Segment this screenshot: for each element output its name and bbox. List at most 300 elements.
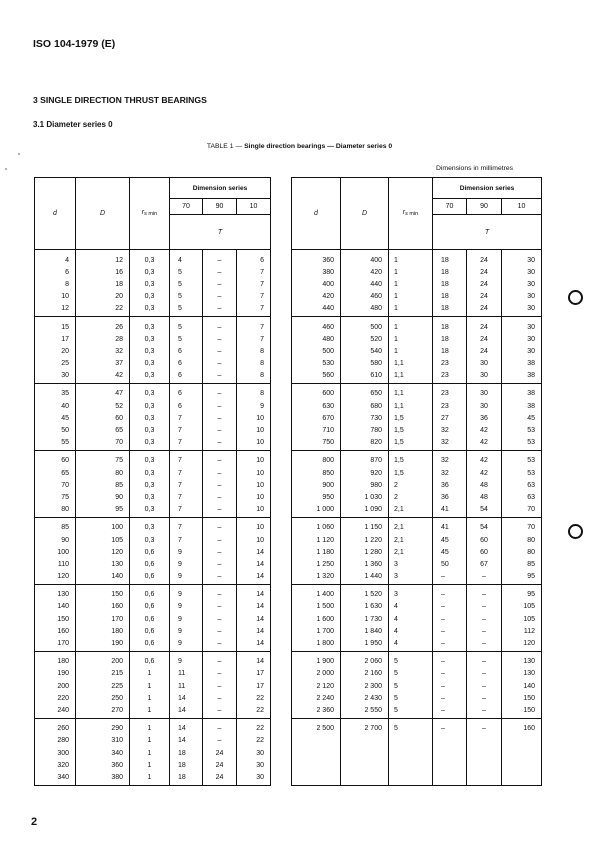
cell-series-90: –	[203, 383, 237, 400]
cell-d: 380	[292, 266, 341, 278]
margin-circle-mark	[568, 524, 583, 539]
cell-series-10: 17	[237, 680, 271, 692]
cell-d: 560	[292, 370, 341, 384]
cell-d: 1 800	[292, 637, 341, 651]
table-row-group	[292, 450, 542, 517]
cell-series-70: 32	[433, 437, 467, 451]
table-row	[292, 584, 542, 601]
cell-d: 900	[292, 479, 341, 491]
cell-d: 90	[35, 534, 76, 546]
cell-rs-min: 0,3	[130, 437, 170, 451]
table-row	[292, 291, 542, 303]
cell-D: 60	[76, 412, 130, 424]
cell-series-90: 24	[467, 316, 502, 333]
cell-rs-min: 1	[389, 278, 433, 290]
cell-rs-min: 0,6	[130, 651, 170, 668]
table-row	[35, 517, 271, 534]
cell-rs-min: 1	[389, 250, 433, 267]
cell-rs-min: 4	[389, 613, 433, 625]
cell-D: 250	[76, 692, 130, 704]
cell-series-70: 9	[170, 571, 203, 585]
cell-D: 820	[341, 437, 389, 451]
cell-series-10: 85	[502, 558, 542, 570]
cell-D: 1 440	[341, 571, 389, 585]
cell-d: 70	[35, 479, 76, 491]
cell-d: 1 900	[292, 651, 341, 668]
cell-rs-min: 3	[389, 571, 433, 585]
cell-rs-min: 1,5	[389, 450, 433, 467]
cell-series-10: 10	[237, 412, 271, 424]
cell-d: 25	[35, 358, 76, 370]
cell-series-90: 42	[467, 424, 502, 436]
cell-d	[292, 735, 341, 747]
table-row	[292, 400, 542, 412]
cell-rs-min: 0,3	[130, 504, 170, 518]
table-row	[35, 718, 271, 735]
table-row	[292, 692, 542, 704]
header-r-subscript: s min	[405, 211, 419, 217]
table-row	[292, 437, 542, 451]
cell-rs-min: 3	[389, 558, 433, 570]
cell-D: 90	[76, 491, 130, 503]
cell-series-70	[433, 735, 467, 747]
cell-series-10: 30	[502, 345, 542, 357]
cell-D: 870	[341, 450, 389, 467]
table-row	[292, 558, 542, 570]
table-row	[35, 291, 271, 303]
cell-series-10: 80	[502, 534, 542, 546]
cell-series-90: 24	[203, 759, 237, 771]
cell-series-90: –	[203, 558, 237, 570]
cell-series-70: 11	[170, 680, 203, 692]
cell-rs-min: 1	[389, 303, 433, 317]
cell-series-10: 22	[237, 718, 271, 735]
cell-series-90: 24	[467, 266, 502, 278]
cell-rs-min: 4	[389, 637, 433, 651]
cell-series-70	[433, 747, 467, 759]
cell-D: 460	[341, 291, 389, 303]
cell-series-70: 5	[170, 266, 203, 278]
cell-d: 710	[292, 424, 341, 436]
cell-series-90: –	[203, 358, 237, 370]
cell-D	[341, 759, 389, 771]
cell-series-90	[467, 747, 502, 759]
cell-series-10: 120	[502, 637, 542, 651]
cell-d: 1 400	[292, 584, 341, 601]
cell-d: 670	[292, 412, 341, 424]
table-row	[35, 637, 271, 651]
cell-d: 260	[35, 718, 76, 735]
cell-D: 120	[76, 546, 130, 558]
cell-rs-min: 0,6	[130, 625, 170, 637]
cell-d: 1 120	[292, 534, 341, 546]
cell-series-10: 6	[237, 250, 271, 267]
cell-series-10: 8	[237, 345, 271, 357]
cell-D: 2 060	[341, 651, 389, 668]
cell-D	[341, 771, 389, 785]
cell-series-90: 30	[467, 358, 502, 370]
cell-D: 26	[76, 316, 130, 333]
cell-D: 580	[341, 358, 389, 370]
cell-d: 15	[35, 316, 76, 333]
cell-series-70: 7	[170, 412, 203, 424]
cell-d: 60	[35, 450, 76, 467]
cell-series-70: 18	[433, 291, 467, 303]
table-row	[292, 316, 542, 333]
cell-D: 130	[76, 558, 130, 570]
cell-D: 200	[76, 651, 130, 668]
table-row	[35, 333, 271, 345]
cell-d: 2 120	[292, 680, 341, 692]
cell-series-10: 10	[237, 479, 271, 491]
cell-rs-min: 1,1	[389, 358, 433, 370]
cell-rs-min: 0,3	[130, 424, 170, 436]
cell-D: 1 520	[341, 584, 389, 601]
section-heading: 3 SINGLE DIRECTION THRUST BEARINGS	[33, 95, 207, 105]
cell-d: 75	[35, 491, 76, 503]
table-row	[35, 680, 271, 692]
cell-series-70: 18	[433, 333, 467, 345]
cell-D: 20	[76, 291, 130, 303]
table-row-group	[35, 316, 271, 383]
cell-series-70: 18	[433, 316, 467, 333]
cell-d: 40	[35, 400, 76, 412]
cell-D: 270	[76, 704, 130, 718]
cell-series-70: –	[433, 601, 467, 613]
cell-rs-min: 1	[389, 291, 433, 303]
cell-d: 750	[292, 437, 341, 451]
cell-series-10: 7	[237, 333, 271, 345]
cell-D: 680	[341, 400, 389, 412]
cell-D: 420	[341, 266, 389, 278]
cell-series-70	[433, 771, 467, 785]
cell-D: 18	[76, 278, 130, 290]
cell-d: 950	[292, 491, 341, 503]
cell-series-70: 5	[170, 316, 203, 333]
cell-D: 310	[76, 735, 130, 747]
table-row	[292, 704, 542, 718]
cell-D: 920	[341, 467, 389, 479]
cell-series-90: –	[467, 704, 502, 718]
cell-D	[341, 735, 389, 747]
cell-series-70: 18	[433, 303, 467, 317]
cell-d: 300	[35, 747, 76, 759]
cell-series-70: 7	[170, 517, 203, 534]
cell-series-90: 24	[467, 303, 502, 317]
cell-series-90: –	[203, 637, 237, 651]
cell-D: 70	[76, 437, 130, 451]
cell-rs-min: 1	[389, 266, 433, 278]
header-series-10: 10	[502, 199, 542, 215]
cell-rs-min: 1,1	[389, 370, 433, 384]
cell-series-10: 10	[237, 437, 271, 451]
cell-series-90	[467, 759, 502, 771]
cell-d: 460	[292, 316, 341, 333]
cell-series-70: 41	[433, 517, 467, 534]
table-caption	[0, 143, 599, 150]
cell-series-70: –	[433, 668, 467, 680]
cell-series-10: 105	[502, 613, 542, 625]
table-row	[35, 266, 271, 278]
cell-series-10: 38	[502, 400, 542, 412]
cell-series-10: 10	[237, 534, 271, 546]
cell-D: 1 730	[341, 613, 389, 625]
header-r: r	[141, 209, 145, 216]
cell-series-10: 22	[237, 735, 271, 747]
cell-series-70: 9	[170, 546, 203, 558]
cell-series-10: 53	[502, 437, 542, 451]
cell-series-10: 38	[502, 383, 542, 400]
table-row	[35, 424, 271, 436]
table-row-group	[35, 651, 271, 718]
cell-D: 650	[341, 383, 389, 400]
cell-rs-min: 1	[130, 704, 170, 718]
table-row-group	[292, 584, 542, 651]
cell-D: 85	[76, 479, 130, 491]
table-row	[35, 303, 271, 317]
cell-D: 105	[76, 534, 130, 546]
cell-rs-min: 0,3	[130, 491, 170, 503]
table-row	[35, 735, 271, 747]
table-row	[35, 613, 271, 625]
cell-series-70: 11	[170, 668, 203, 680]
table-row	[292, 250, 542, 267]
cell-series-90: 42	[467, 437, 502, 451]
cell-series-10	[502, 747, 542, 759]
cell-series-10: 14	[237, 558, 271, 570]
cell-series-70: –	[433, 704, 467, 718]
cell-series-70: 45	[433, 546, 467, 558]
cell-rs-min: 1	[130, 759, 170, 771]
cell-rs-min: 1,5	[389, 412, 433, 424]
cell-series-90: 67	[467, 558, 502, 570]
cell-D: 170	[76, 613, 130, 625]
table-row	[292, 534, 542, 546]
cell-D: 22	[76, 303, 130, 317]
cell-series-70: –	[433, 584, 467, 601]
cell-series-10: 30	[502, 266, 542, 278]
cell-series-90: –	[203, 491, 237, 503]
cell-d: 8	[35, 278, 76, 290]
units-note: Dimensions in millimetres	[436, 165, 514, 172]
cell-series-90: –	[203, 278, 237, 290]
cell-series-70: 32	[433, 424, 467, 436]
cell-D: 180	[76, 625, 130, 637]
cell-series-70: 9	[170, 651, 203, 668]
cell-d: 1 600	[292, 613, 341, 625]
cell-series-70: 7	[170, 534, 203, 546]
header-rs-min	[130, 178, 170, 250]
cell-rs-min: 2,1	[389, 504, 433, 518]
cell-series-90: –	[203, 584, 237, 601]
cell-series-90	[467, 735, 502, 747]
cell-series-10: 22	[237, 704, 271, 718]
cell-d: 45	[35, 412, 76, 424]
table-header	[292, 178, 542, 250]
table-row	[292, 467, 542, 479]
cell-series-90: –	[203, 450, 237, 467]
table-row	[35, 625, 271, 637]
table-row	[35, 491, 271, 503]
cell-series-10: 38	[502, 358, 542, 370]
cell-series-10: 14	[237, 651, 271, 668]
table-row	[35, 534, 271, 546]
cell-series-70: 5	[170, 303, 203, 317]
cell-series-90: –	[203, 266, 237, 278]
cell-rs-min: 2	[389, 491, 433, 503]
cell-D: 610	[341, 370, 389, 384]
table-row	[35, 692, 271, 704]
cell-rs-min: 0,6	[130, 637, 170, 651]
cell-D: 52	[76, 400, 130, 412]
cell-series-70: 18	[170, 747, 203, 759]
cell-series-10: 150	[502, 704, 542, 718]
cell-D: 12	[76, 250, 130, 267]
header-series-10: 10	[237, 199, 271, 215]
table-row-group	[35, 250, 271, 317]
table-row	[35, 668, 271, 680]
cell-rs-min	[389, 747, 433, 759]
table-header	[35, 178, 271, 250]
cell-rs-min: 1	[130, 668, 170, 680]
cell-D: 1 090	[341, 504, 389, 518]
table-row	[35, 651, 271, 668]
cell-d: 130	[35, 584, 76, 601]
cell-d: 120	[35, 571, 76, 585]
cell-series-70: 32	[433, 467, 467, 479]
cell-D: 95	[76, 504, 130, 518]
table-row	[292, 651, 542, 668]
cell-series-90: –	[203, 517, 237, 534]
cell-rs-min: 1	[389, 345, 433, 357]
cell-series-90: –	[467, 680, 502, 692]
cell-series-10: 160	[502, 718, 542, 735]
cell-series-10: 17	[237, 668, 271, 680]
cell-series-90: –	[203, 601, 237, 613]
table-row	[292, 747, 542, 759]
header-d: d	[35, 178, 76, 250]
cell-D: 80	[76, 467, 130, 479]
cell-D: 2 430	[341, 692, 389, 704]
table-row	[35, 358, 271, 370]
cell-d	[292, 771, 341, 785]
table-row-group	[292, 651, 542, 718]
cell-series-90: 30	[467, 400, 502, 412]
cell-rs-min: 5	[389, 668, 433, 680]
cell-series-70: 9	[170, 637, 203, 651]
cell-series-10: 9	[237, 400, 271, 412]
cell-d: 150	[35, 613, 76, 625]
scan-speck	[18, 153, 20, 155]
cell-rs-min	[389, 759, 433, 771]
cell-series-90: –	[203, 718, 237, 735]
cell-series-90: –	[203, 345, 237, 357]
cell-series-90: 60	[467, 534, 502, 546]
table-row	[35, 383, 271, 400]
cell-series-70: 32	[433, 450, 467, 467]
cell-series-70: 45	[433, 534, 467, 546]
cell-rs-min: 1,5	[389, 467, 433, 479]
table-row-group	[292, 383, 542, 450]
cell-series-70: 6	[170, 370, 203, 384]
header-D: D	[76, 178, 130, 250]
cell-series-70: 18	[433, 266, 467, 278]
cell-d: 110	[35, 558, 76, 570]
cell-D	[341, 747, 389, 759]
cell-series-10: 130	[502, 651, 542, 668]
cell-rs-min: 1	[130, 680, 170, 692]
cell-series-70: 7	[170, 491, 203, 503]
cell-series-10: 30	[502, 303, 542, 317]
cell-D: 28	[76, 333, 130, 345]
cell-d: 2 360	[292, 704, 341, 718]
cell-series-90: 48	[467, 479, 502, 491]
header-series-70: 70	[433, 199, 467, 215]
cell-series-70: 18	[433, 250, 467, 267]
cell-series-10: 10	[237, 467, 271, 479]
cell-D: 150	[76, 584, 130, 601]
cell-d: 530	[292, 358, 341, 370]
cell-rs-min: 5	[389, 680, 433, 692]
cell-series-10: 63	[502, 479, 542, 491]
table-row	[35, 412, 271, 424]
cell-series-70: 50	[433, 558, 467, 570]
cell-series-90: 24	[203, 771, 237, 785]
cell-D: 225	[76, 680, 130, 692]
cell-series-70: –	[433, 637, 467, 651]
cell-rs-min: 0,6	[130, 546, 170, 558]
table-row-group	[35, 383, 271, 450]
table-row	[35, 278, 271, 290]
cell-series-70: 7	[170, 437, 203, 451]
table-row	[35, 704, 271, 718]
cell-rs-min: 0,3	[130, 450, 170, 467]
cell-series-70: –	[433, 718, 467, 735]
header-series-90: 90	[203, 199, 237, 215]
cell-series-10: 140	[502, 680, 542, 692]
cell-rs-min: 2	[389, 479, 433, 491]
cell-series-90: –	[203, 692, 237, 704]
cell-series-10	[502, 759, 542, 771]
dimension-table-right	[291, 177, 542, 786]
table-row-group	[292, 250, 542, 317]
cell-d: 1 700	[292, 625, 341, 637]
table-row	[292, 278, 542, 290]
cell-D: 47	[76, 383, 130, 400]
cell-series-90: 24	[467, 250, 502, 267]
cell-series-70: 14	[170, 692, 203, 704]
cell-D: 1 360	[341, 558, 389, 570]
cell-rs-min: 0,3	[130, 278, 170, 290]
cell-series-90: –	[203, 412, 237, 424]
cell-d: 2 240	[292, 692, 341, 704]
cell-rs-min: 4	[389, 601, 433, 613]
cell-series-90: –	[203, 291, 237, 303]
cell-d: 20	[35, 345, 76, 357]
cell-series-70: 7	[170, 504, 203, 518]
cell-d: 1 000	[292, 504, 341, 518]
table-row	[35, 571, 271, 585]
cell-D: 730	[341, 412, 389, 424]
cell-rs-min: 2,1	[389, 534, 433, 546]
cell-series-10: 14	[237, 625, 271, 637]
table-row	[292, 601, 542, 613]
cell-series-70: –	[433, 680, 467, 692]
cell-series-10: 14	[237, 637, 271, 651]
cell-series-10: 95	[502, 571, 542, 585]
cell-series-90: 48	[467, 491, 502, 503]
cell-series-70: 9	[170, 613, 203, 625]
